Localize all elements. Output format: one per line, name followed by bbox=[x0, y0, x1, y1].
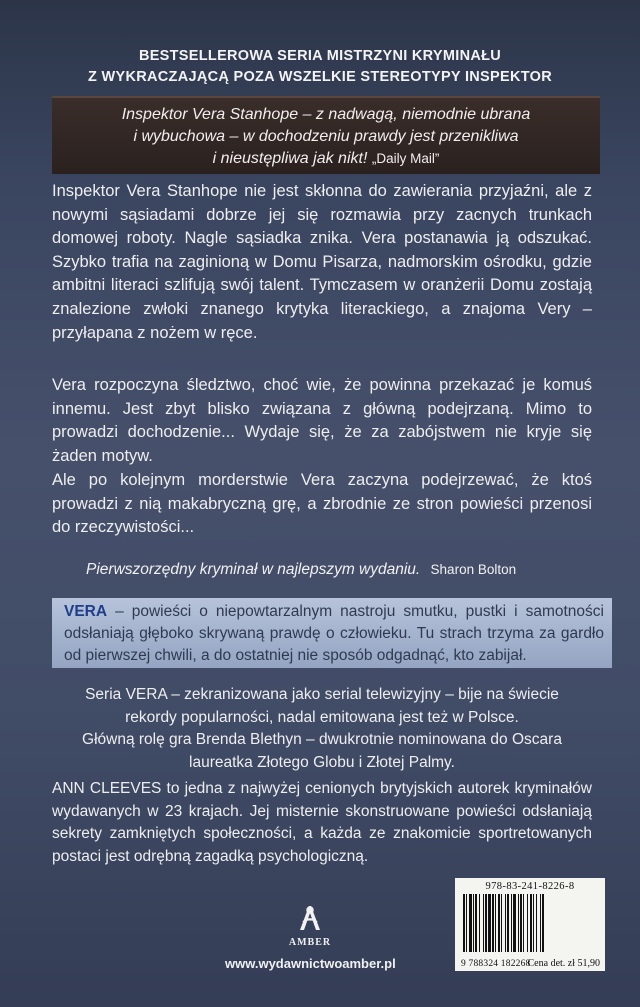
series-line-3: Główną rolę gra Brenda Blethyn – dwukrotnie nominowana do Oscara bbox=[82, 731, 562, 749]
vera-series-text: – powieści o niepowtarzalnym nastroju smutku, pustki i samotności odsłaniają głęboko skrywaną prawdę o człowieku. Tu strach trzyma za gardło od pierwszej chwili, a do ostatniej nie sposób odgadnąć, kto zabijał. bbox=[64, 603, 604, 664]
series-line-1: Seria VERA – zekranizowana jako serial telewizyjny – bije na świecie bbox=[85, 686, 559, 703]
blurb-paragraph-3: Ale po kolejnym morderstwie Vera zaczyna podejrzewać, że ktoś prowadzi z nią makabryczną grę, a zbrodnie ze stron powieści przenosi do rzeczywistości... bbox=[52, 471, 592, 537]
quote-line-3 bbox=[52, 148, 600, 170]
series-line-2: rekordy popularności, nadal emitowana jest też w Polsce. bbox=[125, 708, 519, 726]
quote-line-3-text: i nieustępliwa jak nikt! bbox=[212, 150, 368, 167]
series-line-4: laureatka Złotego Globu i Złotej Palmy. bbox=[189, 753, 455, 771]
press-quote-band bbox=[52, 96, 600, 174]
tv-series-info bbox=[52, 684, 592, 774]
barcode-digits: 9 788324 182268 bbox=[461, 959, 531, 969]
quote-line-1: Inspektor Vera Stanhope – z nadwagą, niemodnie ubrana bbox=[121, 106, 531, 123]
blurb-paragraph-2: Vera rozpoczyna śledztwo, choć wie, że powinna przekazać je komuś innemu. Jest zbyt blisko związana z główną podejrzaną. Mimo to prowadzi dochodzenie... Wydaje się, że za zabójstwem nie kryje się żaden motyw. bbox=[52, 376, 592, 465]
quote-line-2: i wybuchowa – w dochodzeniu prawdy jest przenikliwa bbox=[133, 128, 519, 145]
amber-ampersand-logo-icon bbox=[292, 900, 328, 936]
vera-series-name: VERA bbox=[64, 603, 108, 620]
blurb-paragraph-1: Inspektor Vera Stanhope nie jest skłonna do zawierania przyjaźni, ale z nowymi sąsiadami dobrze jej się rozmawia przy zacnych trunkach domowej roboty. Nagle sąsiadka znika. Vera postanawia ją odszukać. Szybko trafia na zaginioną w Domu Pisarza, nadmorskim ośrodku, gdzie ambitni literaci szlifują swój talent. Tymczasem w oranżerii Domu zostają znalezione zwłoki znanego krytyka literackiego, a znajoma Very – przyłapana z nożem w ręce. bbox=[52, 182, 592, 342]
vera-series-band bbox=[52, 598, 612, 668]
praise-source: Sharon Bolton bbox=[430, 562, 517, 577]
publisher-url[interactable]: www.wydawnictwoamber.pl bbox=[225, 956, 396, 971]
header-line-2: Z WYKRACZAJĄCĄ POZA WSZELKIE STEREOTYPY INSPEKTOR bbox=[88, 69, 552, 85]
publisher-name: AMBER bbox=[288, 937, 332, 948]
praise-text: Pierwszorzędny kryminał w najlepszym wydaniu. bbox=[86, 561, 421, 578]
price-label: Cena det. zł 51,90 bbox=[527, 958, 600, 969]
author-bio: ANN CLEEVES to jedna z najwyżej cenionych brytyjskich autorek kryminałów wydawanych w 23 krajach. Jej misternie skonstruowane powieści odsłaniają sekrety zamkniętych społeczności, a każda ze znakomicie sportretowanych postaci jest odrębną zagadką psychologiczną. bbox=[52, 780, 592, 865]
quote-source: „Daily Mail” bbox=[371, 151, 440, 166]
header-line-1: BESTSELLEROWA SERIA MISTRZYNI KRYMINAŁU bbox=[138, 48, 502, 64]
praise-quote bbox=[86, 561, 586, 579]
isbn-number: 978-83-241-8226-8 bbox=[485, 881, 575, 892]
barcode-icon bbox=[461, 894, 599, 956]
header-tagline bbox=[0, 46, 640, 88]
barcode-label bbox=[455, 878, 605, 971]
publisher-block bbox=[225, 900, 395, 971]
